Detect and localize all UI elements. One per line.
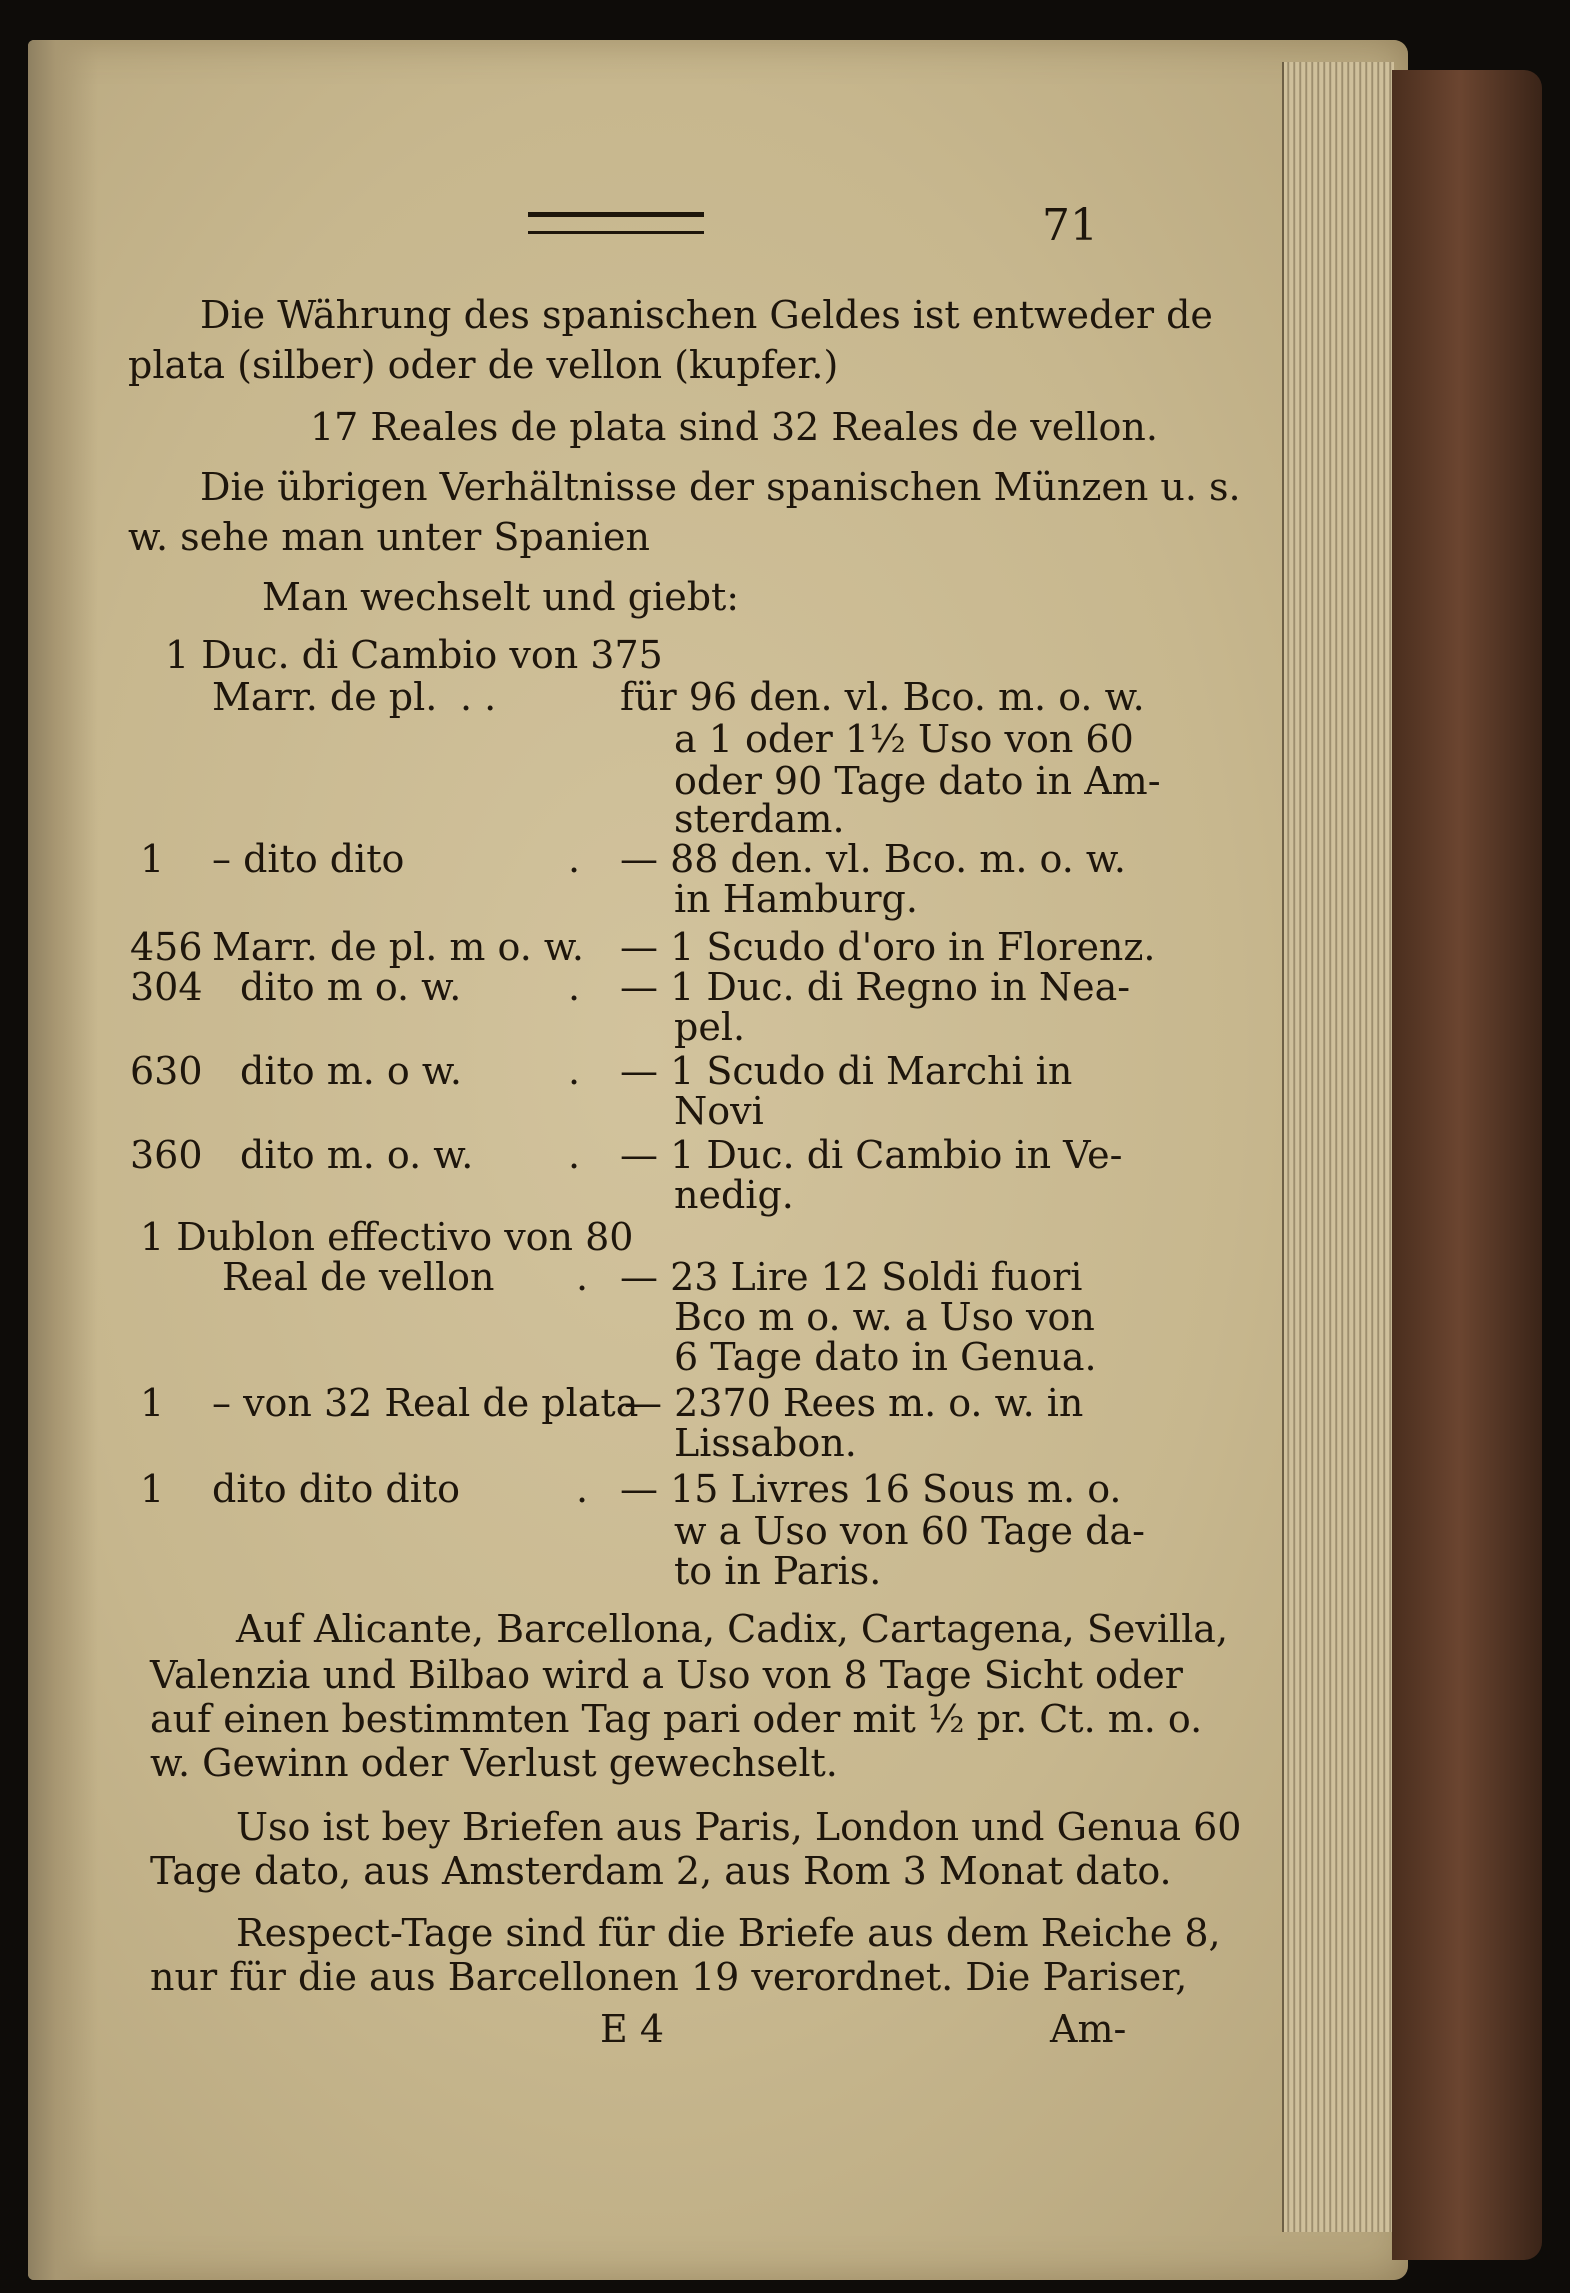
row7-right3: 6 Tage dato in Genua. <box>674 1335 1097 1379</box>
row1-dots: . . <box>460 675 497 719</box>
para6-line1: Respect-Tage sind für die Briefe aus dem Reiche 8, <box>236 1911 1221 1955</box>
row9-left: dito dito dito <box>212 1467 461 1511</box>
row1-right2: a 1 oder 1½ Uso von 60 <box>674 717 1134 761</box>
exchange-intro: Man wechselt und giebt: <box>262 575 740 619</box>
row4-num: 304 <box>130 965 203 1009</box>
row8-left: – von 32 Real de plata <box>212 1381 639 1425</box>
row2-left: – dito dito <box>212 837 405 881</box>
para2: 17 Reales de plata sind 32 Reales de vellon. <box>310 405 1158 449</box>
para5-line2: Tage dato, aus Amsterdam 2, aus Rom 3 Monat dato. <box>150 1849 1172 1893</box>
para3-line2: w. sehe man unter Spanien <box>128 515 650 559</box>
para6-line2: nur für die aus Barcellonen 19 verordnet. Die Pariser, <box>150 1955 1188 1999</box>
row9-right1: — 15 Livres 16 Sous m. o. <box>620 1467 1122 1511</box>
row1-left2: Marr. de pl. <box>212 675 438 719</box>
row7-right2: Bco m o. w. a Uso von <box>674 1295 1095 1339</box>
para4-line2: Valenzia und Bilbao wird a Uso von 8 Tage Sicht oder <box>150 1653 1183 1697</box>
para5-line1: Uso ist bey Briefen aus Paris, London und Genua 60 <box>236 1805 1242 1849</box>
para4-line4: w. Gewinn oder Verlust gewechselt. <box>150 1741 838 1785</box>
row3-num: 456 <box>130 925 203 969</box>
row2-right1: — 88 den. vl. Bco. m. o. w. <box>620 837 1126 881</box>
catchword: Am- <box>1050 2007 1127 2051</box>
page-number: 71 <box>1042 200 1098 251</box>
para1-line2: plata (silber) oder de vellon (kupfer.) <box>128 343 839 387</box>
row3-left: Marr. de pl. m o. w. <box>212 925 584 969</box>
row4-dots: . <box>568 965 581 1009</box>
row1-right3: oder 90 Tage dato in Am- <box>674 759 1161 803</box>
para1-line1: Die Währung des spanischen Geldes ist entweder de <box>200 293 1213 337</box>
row7-left2: Real de vellon <box>222 1255 495 1299</box>
row9-right2: w a Uso von 60 Tage da- <box>674 1509 1145 1553</box>
signature-mark: E 4 <box>600 2007 664 2051</box>
row9-dots: . <box>576 1467 589 1511</box>
row8-right2: Lissabon. <box>674 1421 857 1465</box>
page-edges <box>1282 62 1394 2232</box>
row5-num: 630 <box>130 1049 203 1093</box>
para4-line1: Auf Alicante, Barcellona, Cadix, Cartagena, Sevilla, <box>236 1607 1229 1651</box>
row5-right2: Novi <box>674 1089 764 1133</box>
row6-right1: — 1 Duc. di Cambio in Ve- <box>620 1133 1123 1177</box>
row6-right2: nedig. <box>674 1173 794 1217</box>
row7-dots: . <box>576 1255 589 1299</box>
page-gutter <box>28 40 98 2280</box>
header-rule <box>528 212 704 234</box>
row7-left1: 1 Dublon effectivo von 80 <box>140 1215 634 1259</box>
row3-right1: — 1 Scudo d'oro in Florenz. <box>620 925 1156 969</box>
row5-left: dito m. o w. <box>240 1049 462 1093</box>
book-cover-edge <box>1392 70 1542 2260</box>
row8-right1: — 2370 Rees m. o. w. in <box>624 1381 1084 1425</box>
row1-left1: 1 Duc. di Cambio von 375 <box>165 633 663 677</box>
row6-dots: . <box>568 1133 581 1177</box>
row9-right3: to in Paris. <box>674 1549 882 1593</box>
row1-right4: sterdam. <box>674 797 845 841</box>
row2-right2: in Hamburg. <box>674 877 918 921</box>
row2-dots: . <box>568 837 581 881</box>
row4-left: dito m o. w. <box>240 965 462 1009</box>
row9-num: 1 <box>140 1467 165 1511</box>
row1-right1: für 96 den. vl. Bco. m. o. w. <box>620 675 1145 719</box>
para4-line3: auf einen bestimmten Tag pari oder mit ½ pr. Ct. m. o. <box>150 1697 1203 1741</box>
row5-right1: — 1 Scudo di Marchi in <box>620 1049 1073 1093</box>
row6-num: 360 <box>130 1133 203 1177</box>
row5-dots: . <box>568 1049 581 1093</box>
para3-line1: Die übrigen Verhältnisse der spanischen Münzen u. s. <box>200 465 1241 509</box>
row8-num: 1 <box>140 1381 165 1425</box>
row2-num: 1 <box>140 837 165 881</box>
row7-right1: — 23 Lire 12 Soldi fuori <box>620 1255 1083 1299</box>
row4-right1: — 1 Duc. di Regno in Nea- <box>620 965 1131 1009</box>
row4-right2: pel. <box>674 1005 746 1049</box>
row6-left: dito m. o. w. <box>240 1133 474 1177</box>
